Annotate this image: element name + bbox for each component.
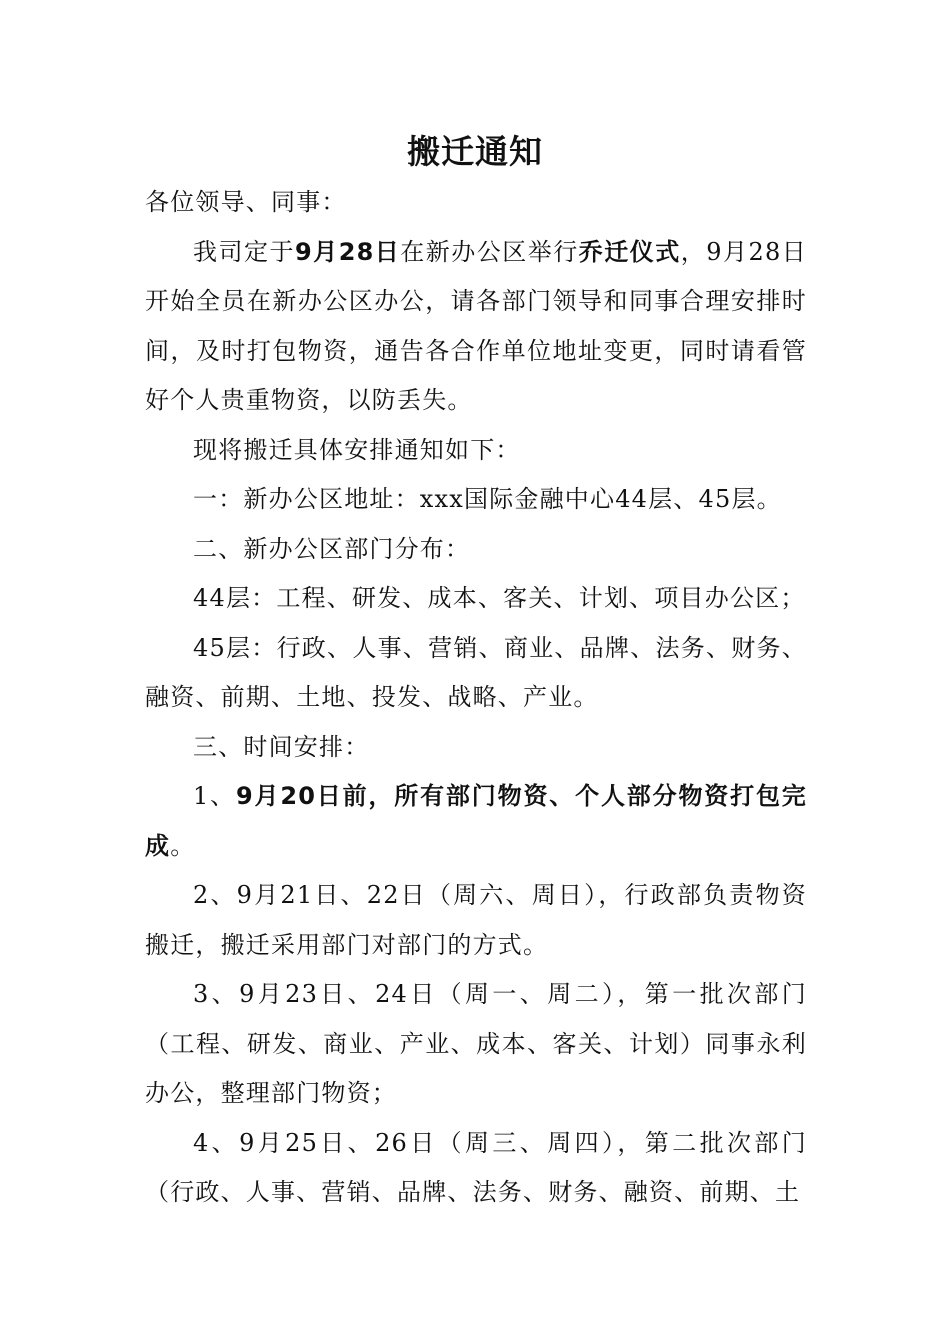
section-distribution-heading: 二、新办公区部门分布： bbox=[193, 534, 471, 563]
section-address: 一：新办公区地址：xxx国际金融中心44层、45层。 bbox=[193, 485, 782, 513]
floor-45-departments: 45层：行政、人事、营销、商业、品牌、法务、财务、融资、前期、土地、投发、战略、产业。 bbox=[145, 633, 807, 711]
document-body bbox=[145, 178, 807, 1218]
schedule-item-1 bbox=[145, 772, 807, 871]
salutation: 各位领导、同事： bbox=[145, 188, 347, 216]
schedule-item-1-text: 9月20日前，所有部门物资、个人部分物资打包完成 bbox=[145, 782, 808, 860]
intro-prefix: 我司定于 bbox=[193, 237, 295, 266]
schedule-item-4: 4、9月25日、26日（周三、周四），第二批次部门（行政、人事、营销、品牌、法务、财务、融资、前期、土 bbox=[145, 1128, 807, 1206]
intro-rest: ，9月28日开始全员在新办公区办公，请各部门领导和同事合理安排时间，及时打包物资，通告各合作单位地址变更，同时请看管好个人贵重物资，以防丢失。 bbox=[145, 237, 807, 414]
arrangement-intro: 现将搬迁具体安排通知如下： bbox=[193, 435, 521, 464]
document-title: 搬迁通知 bbox=[407, 132, 543, 171]
schedule-item-2: 2、9月21日、22日（周六、周日），行政部负责物资搬迁，搬迁采用部门对部门的方式。 bbox=[145, 881, 807, 959]
floor-44-departments: 44层：工程、研发、成本、客关、计划、项目办公区； bbox=[193, 584, 806, 612]
ceremony-name: 乔迁仪式 bbox=[578, 237, 681, 266]
move-date: 9月28日 bbox=[295, 237, 401, 266]
schedule-item-1-end: 。 bbox=[170, 831, 196, 860]
schedule-item-1-number: 1、 bbox=[193, 782, 236, 810]
schedule-item-3: 3、9月23日、24日（周一、周二），第一批次部门（工程、研发、商业、产业、成本、客关、计划）同事永利办公，整理部门物资； bbox=[145, 980, 807, 1107]
intro-paragraph bbox=[145, 228, 807, 426]
section-schedule-heading: 三、时间安排： bbox=[193, 732, 370, 761]
intro-middle: 在新办公区举行 bbox=[400, 237, 579, 266]
